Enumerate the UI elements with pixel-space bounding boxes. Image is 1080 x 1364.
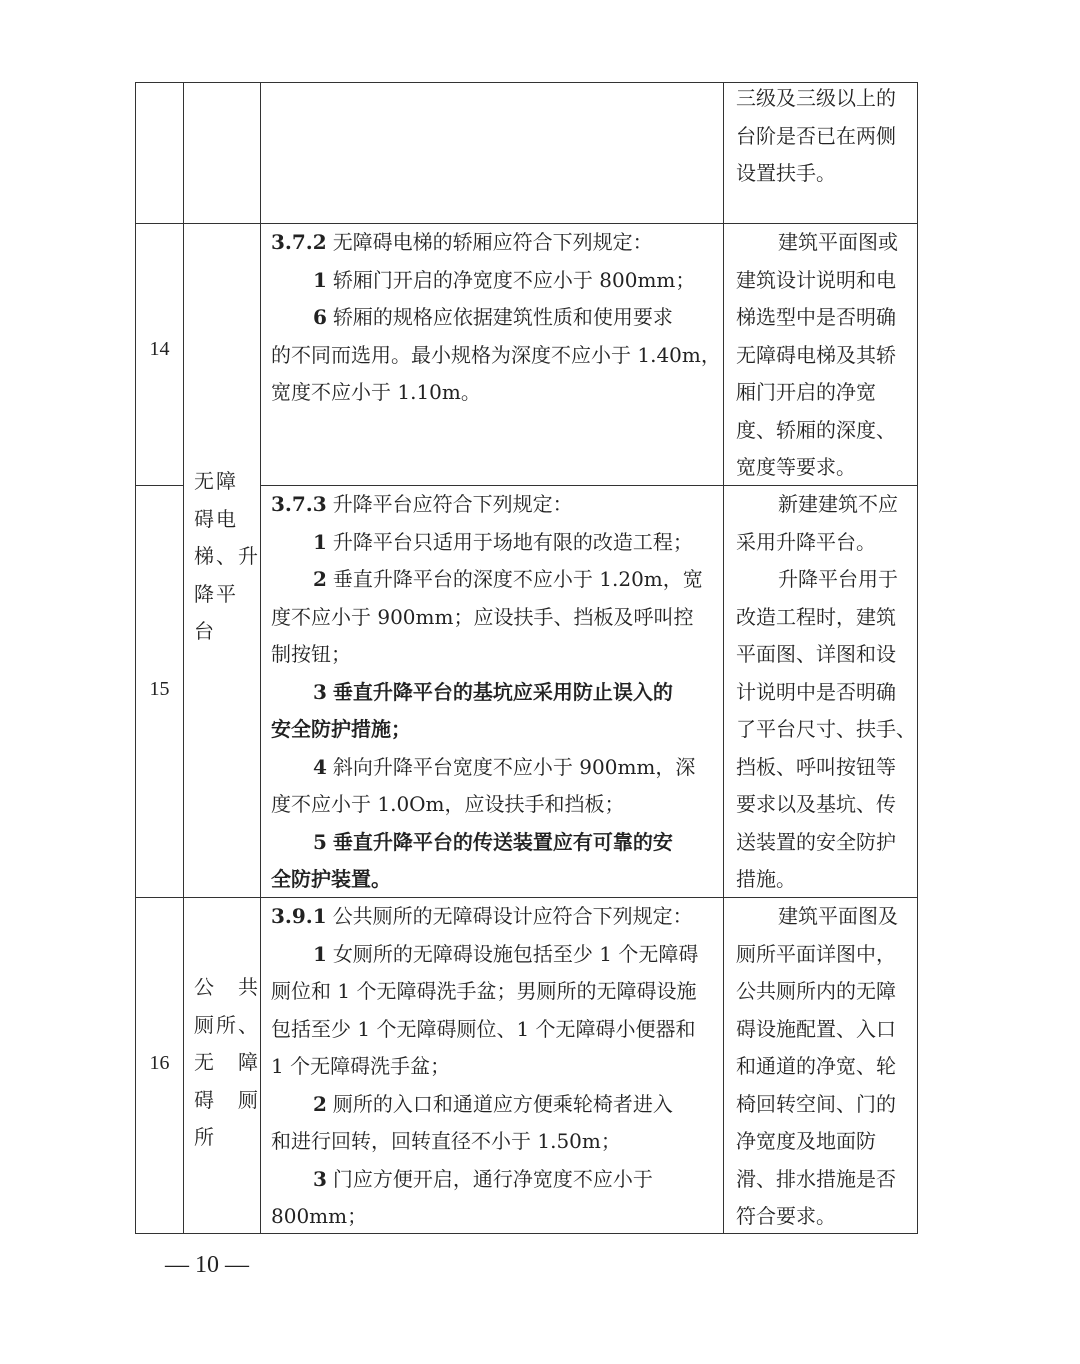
clause-line [271,599,721,637]
clause-number: 3.7.2 [271,230,327,254]
check-line: 建筑设计说明和电 [736,267,896,292]
clause-text: 厕位和 1 个无障碍洗手盆；男厕所的无障碍设施 [271,979,697,1003]
clause-line [271,898,721,936]
clause-text: 度不应小于 1.0Om，应设扶手和挡板； [271,792,625,816]
check-line: 建筑平面图或 [778,230,898,254]
category-line: 碍 厕 [194,1087,260,1112]
category-line: 梯、升 [194,544,260,568]
check-line: 梯选型中是否明确 [736,305,896,329]
clause-line [271,786,721,824]
clause-number: 1 [313,941,327,966]
check-cell [736,80,916,193]
clause-text: 升降平台只适用于场地有限的改造工程； [332,529,693,554]
clause-line [271,861,721,899]
clause-number: 2 [313,567,327,591]
clause-line [271,711,721,749]
clause-line [271,524,721,562]
clause-line [271,824,721,862]
clause-line [271,337,721,375]
clause-line [271,1123,721,1161]
row-divider [136,485,184,486]
clause-text: 800mm； [271,1204,368,1228]
row-number: 15 [149,678,170,700]
clause-text: 轿厢门开启的净宽度不应小于 800mm； [332,267,696,292]
clause-cell [271,224,721,412]
column-divider [183,83,184,1233]
category-line: 无障 [194,469,238,493]
check-cell [736,486,916,899]
check-line: 设置扶手。 [736,161,836,185]
clause-text: 全防护装置。 [271,867,391,891]
clause-number: 1 [313,529,327,554]
check-line: 无障碍电梯及其轿 [736,342,896,367]
check-line: 建筑平面图及 [778,904,898,928]
clause-text: 制按钮； [271,642,351,666]
check-line: 度、轿厢的深度、 [736,417,896,442]
check-line: 符合要求。 [736,1204,836,1228]
check-line: 了平台尺寸、扶手、 [736,717,916,741]
clause-text: 宽度不应小于 1.10m。 [271,380,481,404]
check-line: 厢门开启的净宽 [736,380,876,404]
clause-text: 垂直升降平台的深度不应小于 1.20m，宽 [332,567,703,591]
check-line: 厕所平面详图中， [736,941,896,966]
check-cell [736,898,916,1236]
clause-line [271,1086,721,1124]
clause-line [271,1011,721,1049]
clause-text: 1 个无障碍洗手盆； [271,1054,451,1078]
clause-text: 公共厕所的无障碍设计应符合下列规定： [332,904,693,928]
check-line: 措施。 [736,867,796,891]
check-line: 要求以及基坑、传 [736,792,896,816]
clause-number: 3 [313,679,327,704]
clause-cell [271,898,721,1236]
clause-line [271,299,721,337]
clause-text: 门应方便开启，通行净宽度不应小于 [332,1166,653,1191]
check-line: 三级及三级以上的 [736,86,896,110]
clause-number: 3.9.1 [271,904,327,928]
clause-text: 厕所的入口和通道应方便乘轮椅者进入 [332,1091,673,1116]
clause-line [271,973,721,1011]
check-line: 送装置的安全防护 [736,829,896,854]
clause-line [271,636,721,674]
check-line: 台阶是否已在两侧 [736,123,896,148]
check-line: 椅回转空间、门的 [736,1091,896,1116]
row-number: 14 [149,338,170,360]
clause-text: 女厕所的无障碍设施包括至少 1 个无障碍 [332,941,699,966]
clause-line [271,936,721,974]
clause-text: 包括至少 1 个无障碍厕位、1 个无障碍小便器和 [271,1016,696,1041]
clause-line [271,224,721,262]
check-line: 采用升降平台。 [736,529,876,554]
category-line: 降平 [194,581,238,606]
clause-text: 斜向升降平台宽度不应小于 900mm，深 [332,754,696,779]
check-line: 改造工程时，建筑 [736,604,896,629]
clause-number: 4 [313,754,327,779]
clause-line [271,262,721,300]
check-line: 计说明中是否明确 [736,679,896,704]
category-line: 所 [194,1125,216,1149]
clause-number: 1 [313,267,327,292]
check-cell [736,224,916,487]
check-line: 净宽度及地面防 [736,1129,876,1153]
review-table [135,82,918,1234]
check-line: 新建建筑不应 [778,492,898,516]
check-line: 碍设施配置、入口 [736,1016,896,1041]
clause-line [271,1048,721,1086]
clause-cell [271,486,721,899]
category-elevator-platform [194,463,260,651]
clause-number: 5 [313,829,327,854]
check-line: 滑、排水措施是否 [736,1166,896,1191]
clause-line [271,486,721,524]
clause-line [271,1161,721,1199]
clause-text: 的不同而选用。最小规格为深度不应小于 1.40m， [271,342,721,367]
clause-line [271,749,721,787]
clause-text: 升降平台应符合下列规定： [332,492,573,516]
clause-line [271,374,721,412]
clause-text: 和进行回转，回转直径不小于 1.50m； [271,1129,621,1153]
check-line: 宽度等要求。 [736,455,856,479]
category-line: 公 共 [194,975,260,999]
category-line: 厕所、 [194,1012,260,1037]
clause-text: 度不应小于 900mm；应设扶手、挡板及呼叫控 [271,604,694,629]
row-number: 16 [149,1052,170,1074]
clause-text: 垂直升降平台的传送装置应有可靠的安 [332,829,673,854]
column-divider [260,83,261,1233]
clause-text: 轿厢的规格应依据建筑性质和使用要求 [332,305,673,329]
category-line: 台 [194,619,216,643]
clause-line [271,674,721,712]
clause-number: 2 [313,1091,327,1116]
clause-line [271,561,721,599]
category-line: 无 障 [194,1050,260,1074]
check-line: 挡板、呼叫按钮等 [736,754,896,779]
check-line: 平面图、详图和设 [736,642,896,666]
column-divider [723,83,724,1233]
check-line: 升降平台用于 [778,567,898,591]
clause-number: 3.7.3 [271,492,327,516]
check-line: 和通道的净宽、轮 [736,1054,896,1078]
clause-text: 垂直升降平台的基坑应采用防止误入的 [332,679,673,704]
clause-number: 3 [313,1166,327,1191]
category-line: 碍电 [194,506,238,531]
clause-text: 无障碍电梯的轿厢应符合下列规定： [332,230,653,254]
clause-text: 安全防护措施； [271,717,411,741]
check-line: 公共厕所内的无障 [736,979,896,1003]
clause-line [271,1198,721,1236]
clause-number: 6 [313,305,327,329]
page-number: — 10 — [165,1252,249,1278]
category-public-toilet [194,969,260,1157]
